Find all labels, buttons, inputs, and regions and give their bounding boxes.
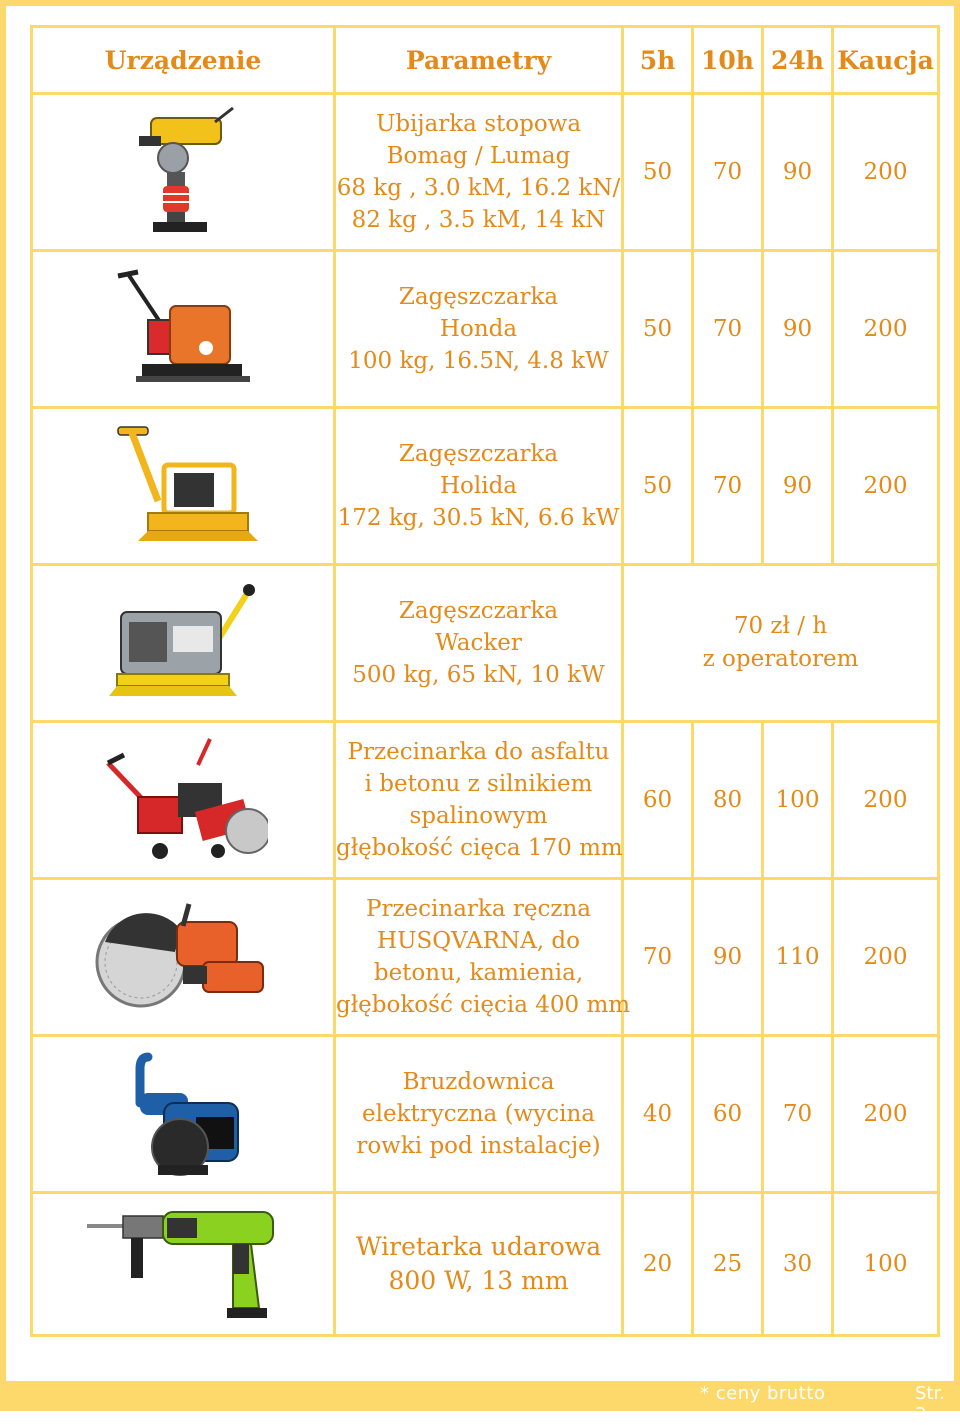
price-5h: 60 — [623, 722, 693, 879]
param-line: Przecinarka do asfaltu — [347, 739, 610, 765]
table-row — [32, 94, 939, 251]
param-line: Przecinarka ręczna — [365, 896, 592, 922]
price-10h: 70 — [693, 408, 763, 565]
device-image-cell — [32, 94, 335, 251]
table-row — [32, 1193, 939, 1336]
param-line: głębokość cięcia 400 mm — [336, 992, 631, 1018]
param-line: Zagęszczarka — [398, 598, 559, 624]
operator-price — [623, 565, 939, 722]
param-line: 82 kg , 3.5 kM, 14 kN — [351, 207, 606, 233]
deposit-value: 200 — [833, 94, 939, 251]
table-row — [32, 251, 939, 408]
param-line: betonu, kamienia, — [373, 960, 584, 986]
deposit-value: 200 — [833, 722, 939, 879]
wall-chaser-icon — [118, 1047, 248, 1182]
price-10h: 70 — [693, 251, 763, 408]
price-24h: 90 — [763, 94, 833, 251]
plate-compactor-holida-icon — [108, 421, 258, 551]
device-params — [335, 251, 623, 408]
price-24h: 30 — [763, 1193, 833, 1336]
device-image-cell — [32, 565, 335, 722]
price-10h: 70 — [693, 94, 763, 251]
deposit-value: 200 — [833, 879, 939, 1036]
device-image-cell — [32, 879, 335, 1036]
device-params — [335, 1036, 623, 1193]
rammer-icon — [123, 102, 243, 242]
param-line: Bomag / Lumag — [386, 143, 571, 169]
param-line: Bruzdownica — [402, 1069, 555, 1095]
param-line: 800 W, 13 mm — [388, 1266, 569, 1295]
param-line: Holida — [439, 473, 518, 499]
param-line: głębokość cięca 170 mm — [336, 835, 623, 861]
page-frame-right — [954, 0, 960, 1411]
table-header-row — [32, 27, 939, 94]
price-5h: 50 — [623, 251, 693, 408]
plate-compactor-honda-icon — [108, 264, 258, 394]
param-line: Ubijarka stopowa — [375, 111, 582, 137]
param-line: 172 kg, 30.5 kN, 6.6 kW — [337, 505, 620, 531]
price-10h: 90 — [693, 879, 763, 1036]
impact-drill-icon — [83, 1204, 283, 1324]
page-frame-top — [0, 0, 960, 6]
rental-price-table — [30, 25, 940, 1337]
price-5h: 40 — [623, 1036, 693, 1193]
header-5h: 5h — [623, 27, 693, 94]
page-frame-left — [0, 0, 6, 1411]
deposit-value: 100 — [833, 1193, 939, 1336]
table-row — [32, 879, 939, 1036]
table-row — [32, 565, 939, 722]
header-24h: 24h — [763, 27, 833, 94]
price-24h: 90 — [763, 408, 833, 565]
device-image-cell — [32, 722, 335, 879]
device-params — [335, 408, 623, 565]
price-5h: 20 — [623, 1193, 693, 1336]
table-row — [32, 408, 939, 565]
param-line: Wiretarka udarowa — [355, 1232, 602, 1261]
param-line: Wacker — [435, 630, 522, 656]
price-5h: 70 — [623, 879, 693, 1036]
device-params — [335, 94, 623, 251]
param-line: spalinowym — [409, 803, 548, 829]
device-image-cell — [32, 251, 335, 408]
price-24h: 100 — [763, 722, 833, 879]
param-line: rowki pod instalacje) — [356, 1133, 601, 1159]
price-10h: 80 — [693, 722, 763, 879]
param-line: Honda — [439, 316, 518, 342]
deposit-value: 200 — [833, 251, 939, 408]
device-image-cell — [32, 1036, 335, 1193]
price-24h: 110 — [763, 879, 833, 1036]
price-10h: 25 — [693, 1193, 763, 1336]
page-number: Str. 3 — [915, 1383, 945, 1425]
price-24h: 90 — [763, 251, 833, 408]
deposit-value: 200 — [833, 1036, 939, 1193]
device-image-cell — [32, 1193, 335, 1336]
param-line: 100 kg, 16.5N, 4.8 kW — [348, 348, 609, 374]
price-10h: 60 — [693, 1036, 763, 1193]
device-params — [335, 565, 623, 722]
operator-note: z operatorem — [702, 646, 859, 672]
prices-note: * ceny brutto — [700, 1383, 826, 1404]
device-params — [335, 879, 631, 1036]
operator-rate: 70 zł / h — [733, 613, 828, 639]
header-deposit: Kaucja — [833, 27, 939, 94]
header-device: Urządzenie — [32, 27, 335, 94]
param-line: i betonu z silnikiem — [364, 771, 593, 797]
header-10h: 10h — [693, 27, 763, 94]
deposit-value: 200 — [833, 408, 939, 565]
device-params — [335, 1193, 623, 1336]
floor-saw-icon — [98, 735, 268, 865]
param-line: HUSQVARNA, do — [377, 928, 580, 954]
cut-off-saw-icon — [93, 892, 273, 1022]
plate-compactor-wacker-icon — [103, 578, 263, 708]
param-line: 68 kg , 3.0 kM, 16.2 kN/ — [336, 175, 621, 201]
table-row — [32, 722, 939, 879]
table-row — [32, 1036, 939, 1193]
device-image-cell — [32, 408, 335, 565]
param-line: elektryczna (wycina — [362, 1101, 595, 1127]
price-24h: 70 — [763, 1036, 833, 1193]
param-line: Zagęszczarka — [398, 441, 559, 467]
device-params — [335, 722, 623, 879]
price-5h: 50 — [623, 408, 693, 565]
param-line: Zagęszczarka — [398, 284, 559, 310]
param-line: 500 kg, 65 kN, 10 kW — [352, 662, 605, 688]
header-parameters: Parametry — [335, 27, 623, 94]
price-5h: 50 — [623, 94, 693, 251]
